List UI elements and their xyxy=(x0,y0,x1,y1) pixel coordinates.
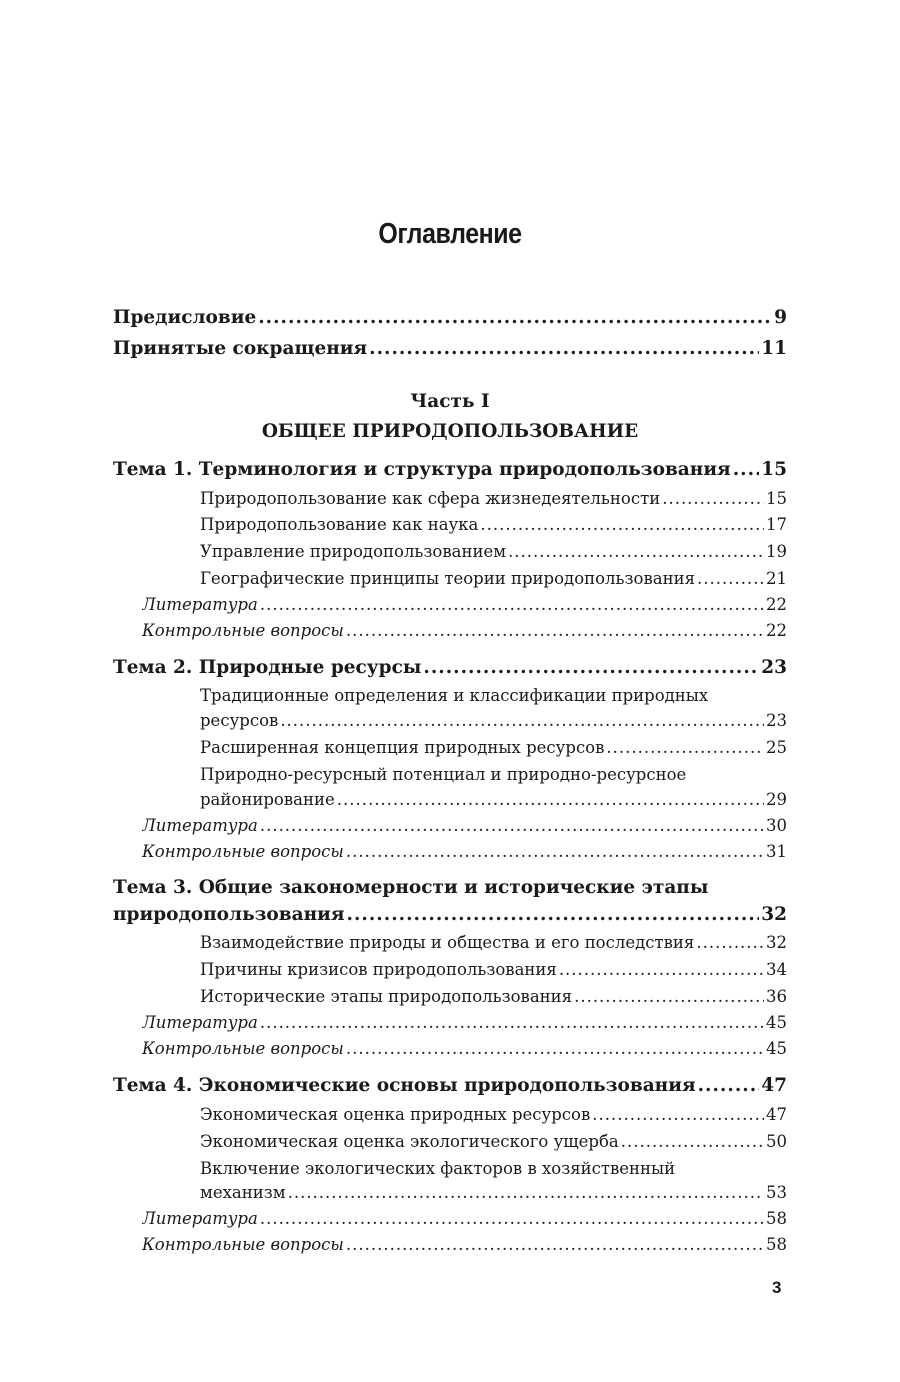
leader-dots xyxy=(346,621,764,640)
toc-literature[interactable] xyxy=(142,1013,787,1037)
toc-entry-label: Литература xyxy=(142,1013,258,1032)
toc-subentry[interactable] xyxy=(200,569,787,593)
page-number: 3 xyxy=(772,1278,782,1297)
toc-entry-page: 22 xyxy=(766,621,787,640)
toc-entry-label: Предисловие xyxy=(113,307,257,328)
toc-entry-label: природопользования xyxy=(113,904,345,925)
part-name: ОБЩЕЕ ПРИРОДОПОЛЬЗОВАНИЕ xyxy=(261,421,639,442)
toc-entry-page: 19 xyxy=(766,542,787,561)
toc-topic-4[interactable] xyxy=(113,1075,787,1101)
toc-literature[interactable] xyxy=(142,1209,787,1233)
leader-dots xyxy=(559,960,764,979)
page-title: Оглавление xyxy=(378,218,522,250)
toc-entry-page: 11 xyxy=(761,338,787,359)
leader-dots xyxy=(592,1105,764,1124)
toc-entry-page: 58 xyxy=(766,1235,787,1254)
toc-entry-label: Принятые сокращения xyxy=(113,338,368,359)
toc-subentry-line1: Включение экологических факторов в хозяйственный xyxy=(200,1159,676,1178)
leader-dots xyxy=(260,1013,764,1032)
toc-entry-page: 31 xyxy=(766,842,787,861)
toc-entry-label: Причины кризисов природопользования xyxy=(200,960,557,979)
toc-entry-page: 47 xyxy=(766,1105,787,1124)
leader-dots xyxy=(621,1132,764,1151)
toc-entry-label: механизм xyxy=(200,1183,286,1202)
toc-subentry[interactable] xyxy=(200,933,787,957)
toc-subentry[interactable] xyxy=(200,515,787,539)
toc-entry-label: Литература xyxy=(142,1209,258,1228)
toc-subentry[interactable] xyxy=(200,489,787,513)
toc-entry-page: 17 xyxy=(766,515,787,534)
toc-entry-label: Тема 4. Экономические основы природопользования xyxy=(113,1075,696,1096)
toc-entry-label: Расширенная концепция природных ресурсов xyxy=(200,738,605,757)
toc-entry-page: 9 xyxy=(774,307,787,328)
toc-questions[interactable] xyxy=(142,1039,787,1063)
toc-entry-label: Контрольные вопросы xyxy=(142,621,344,640)
leader-dots xyxy=(260,1209,764,1228)
leader-dots xyxy=(696,933,764,952)
toc-entry-page: 22 xyxy=(766,595,787,614)
toc-questions[interactable] xyxy=(142,621,787,645)
leader-dots xyxy=(346,1235,764,1254)
toc-subentry[interactable] xyxy=(200,960,787,984)
toc-subentry[interactable] xyxy=(200,711,787,735)
leader-dots xyxy=(697,569,764,588)
toc-topic-2[interactable] xyxy=(113,657,787,683)
toc-literature[interactable] xyxy=(142,595,787,619)
leader-dots xyxy=(698,1075,760,1096)
leader-dots xyxy=(260,816,764,835)
toc-entry-label: Тема 1. Терминология и структура природопользования xyxy=(113,459,731,480)
leader-dots xyxy=(347,904,760,925)
part-number: Часть I xyxy=(410,391,490,412)
toc-entry-page: 45 xyxy=(766,1039,787,1058)
toc-subentry[interactable] xyxy=(200,987,787,1011)
leader-dots xyxy=(574,987,764,1006)
toc-entry-label: Взаимодействие природы и общества и его последствия xyxy=(200,933,695,952)
toc-entry-page: 32 xyxy=(761,904,787,925)
toc-entry-label: Литература xyxy=(142,816,258,835)
toc-entry-page: 45 xyxy=(766,1013,787,1032)
toc-entry-label: Экономическая оценка природных ресурсов xyxy=(200,1105,591,1124)
leader-dots xyxy=(260,595,764,614)
leader-dots xyxy=(337,790,764,809)
leader-dots xyxy=(369,338,759,359)
toc-entry-page: 15 xyxy=(766,489,787,508)
leader-dots xyxy=(346,842,764,861)
toc-entry-page: 23 xyxy=(766,711,787,730)
toc-entry-label: Контрольные вопросы xyxy=(142,1039,344,1058)
toc-subentry[interactable] xyxy=(200,542,787,566)
toc-entry-page: 21 xyxy=(766,569,787,588)
toc-entry-page: 30 xyxy=(766,816,787,835)
toc-entry-label: Тема 2. Природные ресурсы xyxy=(113,657,422,678)
toc-entry-label: Контрольные вопросы xyxy=(142,1235,344,1254)
toc-topic-1[interactable] xyxy=(113,459,787,485)
toc-entry-page: 23 xyxy=(761,657,787,678)
leader-dots xyxy=(258,307,772,328)
toc-entry-label: Контрольные вопросы xyxy=(142,842,344,861)
leader-dots xyxy=(606,738,764,757)
toc-topic-3-line1: Тема 3. Общие закономерности и исторические этапы xyxy=(113,877,709,898)
toc-entry-label: Географические принципы теории природопользования xyxy=(200,569,695,588)
toc-entry-page: 50 xyxy=(766,1132,787,1151)
toc-entry-page: 32 xyxy=(766,933,787,952)
toc-subentry[interactable] xyxy=(200,1105,787,1129)
toc-literature[interactable] xyxy=(142,816,787,840)
toc-subentry-line1: Традиционные определения и классификации природных xyxy=(200,686,709,705)
toc-entry-label: Природопользование как наука xyxy=(200,515,479,534)
leader-dots xyxy=(423,657,759,678)
leader-dots xyxy=(346,1039,764,1058)
toc-entry-abbreviations[interactable] xyxy=(113,338,787,364)
toc-topic-3[interactable] xyxy=(113,904,787,930)
toc-subentry[interactable] xyxy=(200,1183,787,1207)
toc-questions[interactable] xyxy=(142,842,787,866)
toc-entry-label: ресурсов xyxy=(200,711,279,730)
toc-subentry-line1: Природно-ресурсный потенциал и природно-ресурсное xyxy=(200,765,687,784)
toc-entry-label: Экономическая оценка экологического ущерба xyxy=(200,1132,619,1151)
toc-questions[interactable] xyxy=(142,1235,787,1259)
leader-dots xyxy=(508,542,764,561)
toc-subentry[interactable] xyxy=(200,1132,787,1156)
toc-entry-page: 29 xyxy=(766,790,787,809)
toc-entry-page: 47 xyxy=(761,1075,787,1096)
toc-entry-label: Исторические этапы природопользования xyxy=(200,987,573,1006)
leader-dots xyxy=(480,515,764,534)
toc-entry-label: Природопользование как сфера жизнедеятельности xyxy=(200,489,661,508)
toc-entry-page: 36 xyxy=(766,987,787,1006)
leader-dots xyxy=(733,459,760,480)
toc-subentry[interactable] xyxy=(200,790,787,814)
leader-dots xyxy=(288,1183,764,1202)
toc-entry-page: 53 xyxy=(766,1183,787,1202)
toc-entry-label: Литература xyxy=(142,595,258,614)
toc-entry-label: районирование xyxy=(200,790,335,809)
toc-entry-page: 58 xyxy=(766,1209,787,1228)
toc-entry-page: 15 xyxy=(761,459,787,480)
toc-entry-page: 34 xyxy=(766,960,787,979)
toc-entry-label: Управление природопользованием xyxy=(200,542,507,561)
leader-dots xyxy=(662,489,764,508)
toc-subentry[interactable] xyxy=(200,738,787,762)
leader-dots xyxy=(280,711,764,730)
toc-entry-page: 25 xyxy=(766,738,787,757)
toc-entry-preface[interactable] xyxy=(113,307,787,333)
